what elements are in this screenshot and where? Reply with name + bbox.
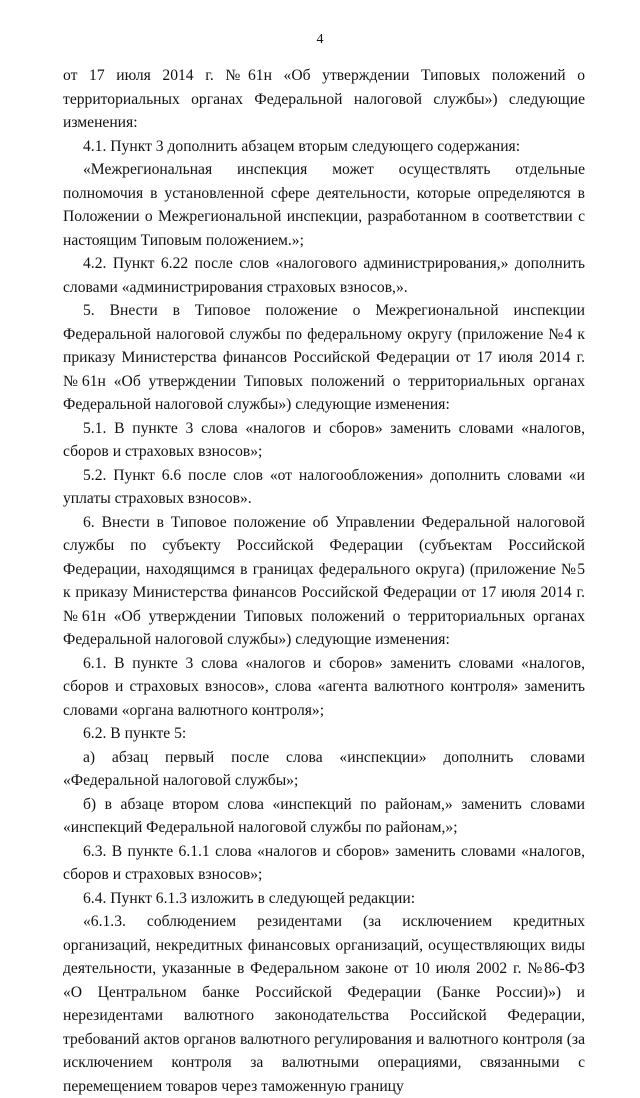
paragraph: 6.4. Пункт 6.1.3 изложить в следующей редакции: — [83, 889, 416, 907]
paragraph: от 17 июля 2014 г. №61н «Об утверждении Типовых положений о территориальных органах Федеральной налоговой службы») следующие изменения: — [63, 67, 585, 131]
paragraph: «6.1.3. соблюдением резидентами (за исключением кредитных организаций, некредитных финансовых организаций, осуществляющих виды деятельности, указанные в Федеральном законе от 10 июля 2002 г. №86-ФЗ «О Центральном банке Российской Федерации (Банке России)») и нерезидентами валютного законодательства Российской Федерации, требований актов органов валютного регулирования и валютного контроля (за исключением контроля за валютными операциями, связанными с перемещением товаров через таможенную границу — [63, 913, 585, 1095]
page-number: 4 — [316, 32, 324, 47]
paragraph: 6.2. В пункте 5: — [83, 725, 187, 742]
paragraph: 6.3. В пункте 6.1.1 слова «налогов и сборов» заменить словами «налогов, сборов и страховых взносов»; — [63, 842, 585, 883]
document-body — [63, 64, 585, 1098]
paragraph: 4.1. Пункт 3 дополнить абзацем вторым следующего содержания: — [83, 137, 521, 155]
paragraph: 6. Внести в Типовое положение об Управлении Федеральной налоговой службы по субъекту Российской Федерации (субъектам Российской Федерации, находящимся в границах федерального округа) (приложение №5 к приказу Министерства финансов Российской Федерации от 17 июля 2014 г. №61н «Об утверждении Типовых положений о территориальных органах Федеральной налоговой службы») следующие изменения: — [63, 513, 585, 648]
paragraph: а) абзац первый после слова «инспекции» дополнить словами «Федеральной налоговой службы»; — [63, 748, 585, 789]
paragraph: 5. Внести в Типовое положение о Межрегиональной инспекции Федеральной налоговой службы по федеральному округу (приложение №4 к приказу Министерства финансов Российской Федерации от 17 июля 2014 г. №61н «Об утверждении Типовых положений о территориальных органах Федеральной налоговой службы») следующие изменения: — [63, 302, 585, 413]
paragraph: б) в абзаце втором слова «инспекций по районам,» заменить словами «инспекций Федеральной налоговой службы по районам,»; — [63, 795, 585, 836]
paragraph: 5.1. В пункте 3 слова «налогов и сборов» заменить словами «налогов, сборов и страховых взносов»; — [63, 419, 585, 460]
paragraph: «Межрегиональная инспекция может осуществлять отдельные полномочия в установленной сфере деятельности, которые определяются в Положении о Межрегиональной инспекции, разработанном в соответствии с настоящим Типовым положением.»; — [63, 161, 585, 249]
paragraph: 6.1. В пункте 3 слова «налогов и сборов» заменить словами «налогов, сборов и страховых взносов», слова «агента валютного контроля» заменить словами «органа валютного контроля»; — [63, 654, 585, 719]
paragraph: 4.2. Пункт 6.22 после слов «налогового администрирования,» дополнить словами «администрирования страховых взносов,». — [63, 255, 585, 296]
paragraph: 5.2. Пункт 6.6 после слов «от налогообложения» дополнить словами «и уплаты страховых взносов». — [63, 466, 585, 507]
